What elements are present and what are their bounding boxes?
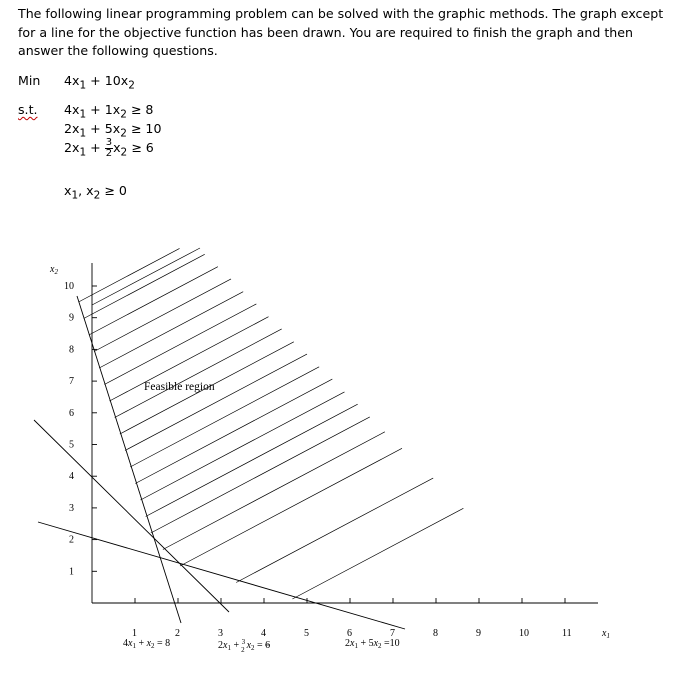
hatch-line bbox=[140, 392, 344, 500]
y-tick-label: 5 bbox=[69, 439, 74, 451]
constraint-1: $4x_1 + 1x_2 \ge 8$ bbox=[64, 102, 154, 121]
x-tick-label: 4 bbox=[261, 628, 266, 639]
y-axis-label: $x_2$ bbox=[50, 264, 58, 276]
nonnegativity-constraint: $x_1$, $x_2 \ge 0$ bbox=[64, 183, 127, 202]
hatch-line bbox=[125, 354, 307, 450]
subject-to-label: s.t. bbox=[18, 102, 38, 117]
hatch-line bbox=[79, 248, 180, 302]
y-tick-label: 6 bbox=[69, 407, 74, 419]
feasible-region-hatch bbox=[79, 248, 464, 599]
y-tick-label: 1 bbox=[69, 566, 74, 578]
hatch-line bbox=[146, 404, 358, 516]
x-tick-label: 8 bbox=[433, 628, 438, 639]
constraint-2: $2x_1 + 5x_2 \ge 10$ bbox=[64, 121, 162, 140]
line-label-1: $4x_1 + x_2 = 8$ bbox=[123, 638, 171, 650]
hatch-line bbox=[151, 417, 370, 533]
constraint-line-1 bbox=[77, 296, 181, 623]
x-tick-label: 10 bbox=[519, 628, 529, 639]
hatch-line bbox=[92, 248, 200, 305]
constraint-3: $2x_1$ + $\frac{3}{2}$ $x_2 \ge 6$ bbox=[64, 137, 154, 159]
y-tick-label: 9 bbox=[69, 312, 74, 324]
y-tick-label: 3 bbox=[69, 502, 74, 514]
hatch-line bbox=[84, 254, 205, 318]
x-tick-label: 11 bbox=[562, 628, 572, 639]
constraint-lines bbox=[34, 296, 405, 629]
y-tick-label: 7 bbox=[69, 376, 74, 388]
x-tick-label: 5 bbox=[304, 628, 309, 639]
x-tick-label: 9 bbox=[476, 628, 481, 639]
hatch-line bbox=[104, 304, 256, 385]
y-tick-label: 10 bbox=[64, 281, 74, 292]
hatch-line bbox=[163, 432, 385, 550]
fraction-three-halves: $\frac{3}{2}$ bbox=[105, 137, 113, 159]
objective-expression: $4x_1 + 10x_2$ bbox=[64, 73, 135, 92]
x-axis-label: $x_1$ bbox=[602, 628, 610, 640]
hatch-line bbox=[135, 379, 332, 483]
ticks bbox=[92, 286, 565, 603]
constraint-line-3 bbox=[38, 522, 405, 629]
hatch-line bbox=[94, 279, 231, 352]
line-label-3: $2x_1 + 5x_2 =10$ bbox=[345, 638, 400, 650]
line-label-2: $2x_1 + ^3$ 2 $x_2 = 6$ bbox=[218, 638, 271, 654]
y-tick-label: 8 bbox=[69, 344, 74, 356]
x-tick-label: 6 bbox=[347, 628, 352, 639]
x-tick-label: 7 bbox=[390, 628, 395, 639]
x-tick-label: 2 bbox=[175, 628, 180, 639]
x-tick-label: 3 bbox=[218, 628, 223, 639]
hatch-line bbox=[292, 508, 463, 599]
hatch-line bbox=[115, 329, 282, 418]
x-tick-label: 1 bbox=[132, 628, 137, 639]
constraint-line-2 bbox=[34, 420, 229, 612]
hatch-line bbox=[180, 448, 402, 566]
hatch-line bbox=[99, 292, 243, 368]
problem-intro: The following linear programming problem can be solved with the graphic methods. The graph except for a line for the objective function has been drawn. You are required to finish the graph and then answer the following questions. bbox=[18, 6, 664, 58]
feasible-region-label: Feasible region bbox=[144, 381, 215, 393]
objective-label: Min bbox=[18, 73, 41, 88]
y-tick-label: 4 bbox=[69, 471, 74, 483]
hatch-line bbox=[236, 478, 433, 582]
hatch-line bbox=[89, 267, 218, 335]
y-tick-label: 2 bbox=[69, 534, 74, 546]
